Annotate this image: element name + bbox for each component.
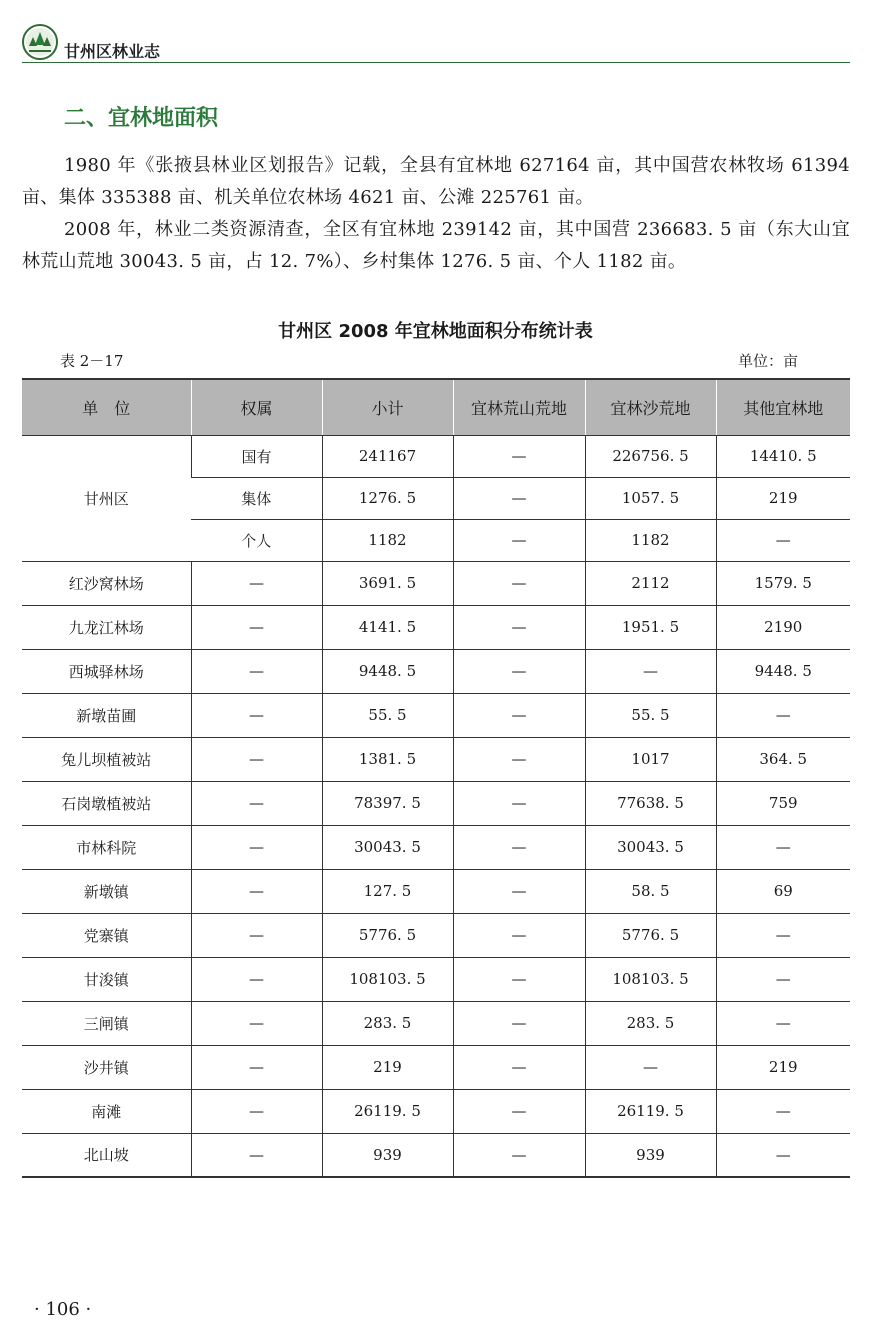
table-cell: 939 — [322, 1133, 453, 1177]
table-cell: — — [453, 957, 585, 1001]
table-row — [22, 605, 850, 649]
header-other: 其他宜林地 — [716, 379, 850, 435]
table-row — [22, 1001, 850, 1045]
table-cell: 2112 — [585, 561, 716, 605]
table-cell: 127. 5 — [322, 869, 453, 913]
table-cell: — — [453, 825, 585, 869]
paragraph-2008: 2008 年，林业二类资源清查，全区有宜林地 239142 亩，其中国营 236683. 5 亩（东大山宜林荒山荒地 30043. 5 亩，占 12. 7%）、乡村集体 1276. 5 亩、个人 1182 亩。 — [22, 219, 850, 272]
table-cell: 283. 5 — [585, 1001, 716, 1045]
table-cell: 283. 5 — [322, 1001, 453, 1045]
unit-name-cell: 党寨镇 — [22, 913, 191, 957]
unit-name-cell: 九龙江林场 — [22, 605, 191, 649]
table-cell: 集体 — [191, 477, 322, 519]
table-cell: — — [716, 825, 850, 869]
table-row — [22, 435, 850, 477]
unit-name-cell: 南滩 — [22, 1089, 191, 1133]
table-cell: — — [585, 649, 716, 693]
table-cell: — — [453, 1045, 585, 1089]
header-ownership: 权属 — [191, 379, 322, 435]
unit-name-cell: 三闸镇 — [22, 1001, 191, 1045]
header-subtotal: 小计 — [322, 379, 453, 435]
table-cell: — — [191, 649, 322, 693]
table-cell: — — [716, 913, 850, 957]
table-cell: 108103. 5 — [322, 957, 453, 1001]
unit-name-cell: 北山坡 — [22, 1133, 191, 1177]
unit-name-cell: 红沙窝林场 — [22, 561, 191, 605]
table-cell: 1017 — [585, 737, 716, 781]
table-cell: 4141. 5 — [322, 605, 453, 649]
table-cell: — — [191, 869, 322, 913]
table-cell: 30043. 5 — [585, 825, 716, 869]
table-cell: 国有 — [191, 435, 322, 477]
table-cell: — — [716, 1001, 850, 1045]
table-cell: — — [191, 605, 322, 649]
table-cell: — — [191, 737, 322, 781]
table-cell: — — [191, 1133, 322, 1177]
unit-name-cell: 新墩苗圃 — [22, 693, 191, 737]
table-cell: — — [453, 649, 585, 693]
table-cell: — — [191, 913, 322, 957]
table-cell: — — [453, 435, 585, 477]
page-header — [22, 20, 850, 64]
table-cell: 219 — [716, 1045, 850, 1089]
table-cell: 5776. 5 — [585, 913, 716, 957]
table-cell: — — [453, 693, 585, 737]
table-cell: 26119. 5 — [322, 1089, 453, 1133]
table-cell: 108103. 5 — [585, 957, 716, 1001]
table-header-row — [22, 379, 850, 435]
table-cell: — — [191, 957, 322, 1001]
table-cell: — — [453, 737, 585, 781]
table-cell: — — [716, 693, 850, 737]
table-cell: 14410. 5 — [716, 435, 850, 477]
book-title: 甘州区林业志 — [64, 42, 161, 61]
unit-name-cell: 石岗墩植被站 — [22, 781, 191, 825]
table-row — [22, 1045, 850, 1089]
table-cell: — — [191, 561, 322, 605]
table-cell: 9448. 5 — [322, 649, 453, 693]
table-row — [22, 649, 850, 693]
table-row — [22, 737, 850, 781]
unit-name-cell: 新墩镇 — [22, 869, 191, 913]
table-cell: 78397. 5 — [322, 781, 453, 825]
group-name: 甘州区 — [22, 435, 191, 561]
table-cell: — — [453, 913, 585, 957]
table-cell: 1951. 5 — [585, 605, 716, 649]
section-title: 二、宜林地面积 — [64, 106, 219, 131]
table-cell: — — [191, 693, 322, 737]
table-row — [22, 781, 850, 825]
table-cell: — — [585, 1045, 716, 1089]
table-cell: 69 — [716, 869, 850, 913]
table-cell: 364. 5 — [716, 737, 850, 781]
table-cell: 1182 — [322, 519, 453, 561]
table-cell: 3691. 5 — [322, 561, 453, 605]
table-cell: — — [453, 869, 585, 913]
table-row — [22, 1089, 850, 1133]
table-row — [22, 913, 850, 957]
table-cell: 77638. 5 — [585, 781, 716, 825]
table-cell: — — [453, 1133, 585, 1177]
table-cell: — — [453, 1089, 585, 1133]
table-row — [22, 869, 850, 913]
unit-name-cell: 西城驿林场 — [22, 649, 191, 693]
header-divider — [22, 62, 850, 63]
unit-name-cell: 市林科院 — [22, 825, 191, 869]
table-cell: 2190 — [716, 605, 850, 649]
header-unit: 单 位 — [22, 379, 191, 435]
table-cell: — — [191, 1089, 322, 1133]
table-cell: 1579. 5 — [716, 561, 850, 605]
table-cell: 9448. 5 — [716, 649, 850, 693]
forest-logo-icon — [22, 24, 58, 60]
unit-name-cell: 兔儿坝植被站 — [22, 737, 191, 781]
table-cell: 26119. 5 — [585, 1089, 716, 1133]
unit-name-cell: 沙井镇 — [22, 1045, 191, 1089]
table-cell: 939 — [585, 1133, 716, 1177]
table-number: 表 2－17 — [60, 352, 124, 370]
table-row — [22, 957, 850, 1001]
table-cell: — — [453, 1001, 585, 1045]
header-sandy-land: 宜林沙荒地 — [585, 379, 716, 435]
table-row — [22, 561, 850, 605]
page-number: · 106 · — [34, 1299, 92, 1320]
table-cell: — — [716, 1089, 850, 1133]
table-cell: — — [716, 519, 850, 561]
table-cell: 219 — [322, 1045, 453, 1089]
table-cell: — — [191, 1045, 322, 1089]
table-cell: — — [453, 519, 585, 561]
table-cell: — — [453, 561, 585, 605]
table-row — [22, 825, 850, 869]
table-cell: — — [453, 605, 585, 649]
paragraph-1980: 1980 年《张掖县林业区划报告》记载，全县有宜林地 627164 亩，其中国营农林牧场 61394 亩、集体 335388 亩、机关单位农林场 4621 亩、公滩 225761 亩。 — [22, 155, 850, 208]
table-title: 甘州区 2008 年宜林地面积分布统计表 — [278, 321, 593, 342]
table-cell: 55. 5 — [322, 693, 453, 737]
table-cell: — — [716, 1133, 850, 1177]
table-cell: — — [716, 957, 850, 1001]
forest-land-table — [22, 378, 850, 1178]
table-cell: 5776. 5 — [322, 913, 453, 957]
table-cell: 219 — [716, 477, 850, 519]
table-cell: 30043. 5 — [322, 825, 453, 869]
table-row — [22, 1133, 850, 1177]
table-cell: 1276. 5 — [322, 477, 453, 519]
table-cell: — — [191, 781, 322, 825]
header-barren-hill: 宜林荒山荒地 — [453, 379, 585, 435]
table-cell: 241167 — [322, 435, 453, 477]
table-cell: 个人 — [191, 519, 322, 561]
table-cell: 55. 5 — [585, 693, 716, 737]
table-cell: — — [191, 825, 322, 869]
table-cell: 1057. 5 — [585, 477, 716, 519]
table-cell: 226756. 5 — [585, 435, 716, 477]
table-unit: 单位：亩 — [738, 352, 799, 370]
table-cell: 58. 5 — [585, 869, 716, 913]
table-cell: — — [191, 1001, 322, 1045]
table-cell: 1182 — [585, 519, 716, 561]
table-cell: 759 — [716, 781, 850, 825]
unit-name-cell: 甘浚镇 — [22, 957, 191, 1001]
table-cell: 1381. 5 — [322, 737, 453, 781]
table-row — [22, 693, 850, 737]
table-cell: — — [453, 781, 585, 825]
table-cell: — — [453, 477, 585, 519]
